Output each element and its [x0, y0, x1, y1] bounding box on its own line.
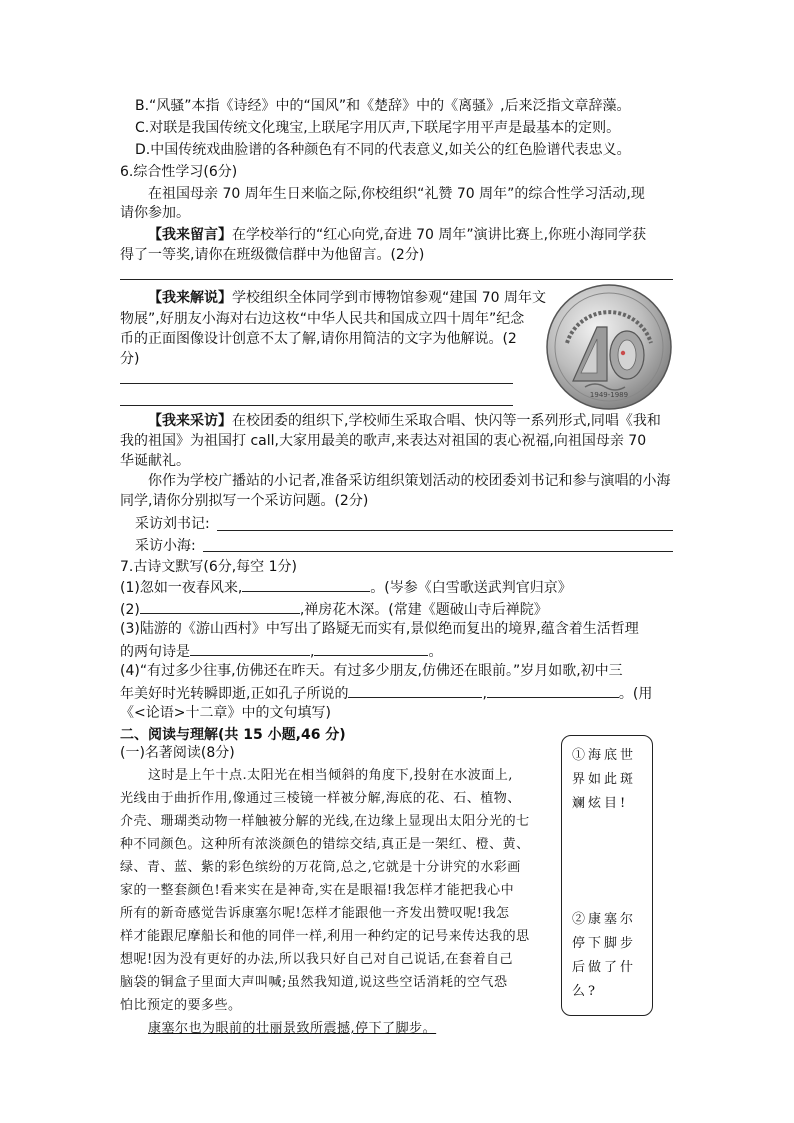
liuyan-text1: 在学校举行的“红心向党,奋进 70 周年”演讲比赛上,你班小海同学获	[232, 227, 647, 243]
q6-intro-line1: 在祖国母亲 70 周年生日来临之际,你校组织“礼赞 70 周年”的综合性学习活动,现	[148, 186, 645, 202]
liuyan-line1	[148, 225, 646, 246]
q7-item4-end: 。(用	[618, 686, 653, 702]
passage-line-5: 绿、青、蓝、紫的彩色缤纷的万花筒,总之,它就是十分讲究的水彩画	[120, 860, 521, 875]
jieshuo-line3: 币的正面图像设计创意不太了解,请你用简洁的文字为他解说。(2	[120, 331, 517, 347]
q6-title: 6.综合性学习(6分)	[120, 164, 238, 180]
commemorative-coin-image	[545, 283, 673, 411]
caifang-line5: 同学,请你分别拟写一个采访问题。(2分)	[120, 493, 369, 509]
passage-line-10: 脑袋的铜盒子里面大声叫喊;虽然我知道,说这些空话消耗的空气恐	[120, 975, 508, 990]
label-interview-hai: 采访小海:	[135, 538, 196, 554]
q7-item1-prefix: (1)忽如一夜春风来,	[120, 580, 243, 596]
q7-item4-line3: 《<论语>十二章》中的文句填写)	[120, 705, 331, 721]
caifang-line4: 你作为学校广播站的小记者,准备采访组织策划活动的校团委刘书记和参与演唱的小海	[148, 473, 671, 489]
passage-line-9: 想呢!因为没有更好的办法,所以我只好自己对自己说话,在套着自己	[120, 952, 513, 967]
q7-item3-line2	[120, 641, 442, 663]
q7-item4-prefix: 年美好时光转瞬即逝,正如孔子所说的	[120, 686, 349, 702]
passage-line-1: 这时是上午十点.太阳光在相当倾斜的角度下,投射在水波面上,	[148, 768, 513, 783]
section2-title: 二、阅读与理解(共 15 小题,46 分)	[120, 727, 346, 743]
q7-item4-blank-2[interactable]	[487, 683, 619, 698]
q7-item1	[120, 577, 572, 599]
option-d: D.中国传统戏曲脸谱的各种颜色有不同的代表意义,如关公的红色脸谱代表忠义。	[135, 142, 631, 158]
q7-item4-comma: ,	[482, 686, 487, 702]
interview-hai-answer-line[interactable]	[203, 551, 673, 552]
q7-item2-blank[interactable]	[140, 599, 300, 614]
q7-item4-line2	[120, 683, 652, 705]
q7-item4-line1: (4)“有过多少往事,仿佛还在昨天。有过多少朋友,仿佛还在眼前。”岁月如歌,初中三	[120, 663, 623, 679]
jieshuo-line4: 分)	[120, 351, 140, 367]
jieshuo-answer-line-1[interactable]	[120, 383, 513, 384]
jieshuo-answer-line-2[interactable]	[120, 405, 513, 406]
passage-line-8: 样才能跟尼摩船长和他的同伴一样,利用一种约定的记号来传达我的思	[120, 929, 530, 944]
jieshuo-line1	[148, 288, 546, 309]
q7-item4-blank-1[interactable]	[348, 683, 482, 698]
option-c: C.对联是我国传统文化瑰宝,上联尾字用仄声,下联尾字用平声是最基本的定则。	[135, 120, 621, 136]
passage-line-11: 怕比预定的要多些。	[120, 998, 242, 1013]
liuyan-answer-line[interactable]	[120, 279, 673, 280]
q7-item1-source: 。(岑参《白雪歌送武判官归京》	[370, 580, 572, 596]
jieshuo-line2: 物展”,好朋友小海对右边这枚“中华人民共和国成立四十周年”纪念	[120, 311, 525, 327]
passage-underlined-sentence: 康塞尔也为眼前的壮丽景致所震撼,停下了脚步。	[148, 1021, 437, 1036]
caifang-tag: 【我来采访】	[148, 413, 232, 429]
jieshuo-tag: 【我来解说】	[148, 290, 232, 306]
caifang-text1: 在校团委的组织下,学校师生采取合唱、快闪等一系列形式,同唱《我和	[232, 413, 661, 429]
q6-intro-line2: 请你参加。	[120, 205, 190, 221]
q7-item3-blank-2[interactable]	[314, 641, 428, 656]
q7-item2	[120, 599, 548, 621]
q7-item2-prefix: (2)	[120, 602, 140, 618]
jieshuo-text1: 学校组织全体同学到市博物馆参观“建国 70 周年文	[232, 290, 546, 306]
passage-line-3: 介壳、珊瑚类动物一样触被分解的光线,在边缘上显现出太阳分光的七	[120, 814, 530, 829]
passage-line-7: 所有的新奇感觉告诉康塞尔呢!怎样才能跟他一齐发出赞叹呢!我怎	[120, 906, 510, 921]
passage-line-4: 种不同颜色。这种所有浓淡颜色的错综交结,真正是一架红、橙、黄、	[120, 837, 530, 852]
annotation-note-2: ②康塞尔停下脚步后做了什么?	[572, 912, 637, 999]
option-b: B.“风骚”本指《诗经》中的“国风”和《楚辞》中的《离骚》,后来泛指文章辞藻。	[135, 98, 631, 114]
q7-item3-comma: ,	[310, 644, 315, 660]
q7-item1-blank[interactable]	[242, 577, 370, 592]
passage-line-2: 光线由于曲折作用,像通过三棱镜一样被分解,海底的花、石、植物、	[120, 791, 521, 806]
annotation-box	[561, 735, 653, 1016]
q7-title: 7.古诗文默写(6分,每空 1分)	[120, 559, 297, 575]
passage-line-6: 家的一整套颜色!看来实在是神奇,实在是眼福!我怎样才能把我心中	[120, 883, 515, 898]
caifang-line3: 华诞献礼。	[120, 453, 190, 469]
caifang-line2: 我的祖国》为祖国打 call,大家用最美的歌声,来表达对祖国的衷心祝福,向祖国母亲 70	[120, 433, 647, 449]
q7-item3-period: 。	[428, 644, 443, 660]
q7-item3-prefix: 的两句诗是	[120, 644, 190, 660]
interview-liu-answer-line[interactable]	[217, 530, 673, 531]
q7-item2-source: ,禅房花木深。(常建《题破山寺后禅院》	[299, 602, 548, 618]
q7-item3-blank-1[interactable]	[190, 641, 310, 656]
section2-subtitle: (一)名著阅读(8分)	[120, 745, 235, 761]
q7-item3-line1: (3)陆游的《游山西村》中写出了路疑无而实有,景似绝而复出的境界,蕴含着生活哲理	[120, 621, 639, 637]
liuyan-line2: 得了一等奖,请你在班级微信群中为他留言。(2分)	[120, 247, 425, 263]
coin-years: 1949-1989	[589, 391, 629, 399]
label-interview-liu: 采访刘书记:	[135, 516, 210, 532]
annotation-note-1: ①海底世界如此斑斓炫目!	[572, 748, 637, 811]
liuyan-tag: 【我来留言】	[148, 227, 232, 243]
caifang-line1	[148, 411, 661, 432]
